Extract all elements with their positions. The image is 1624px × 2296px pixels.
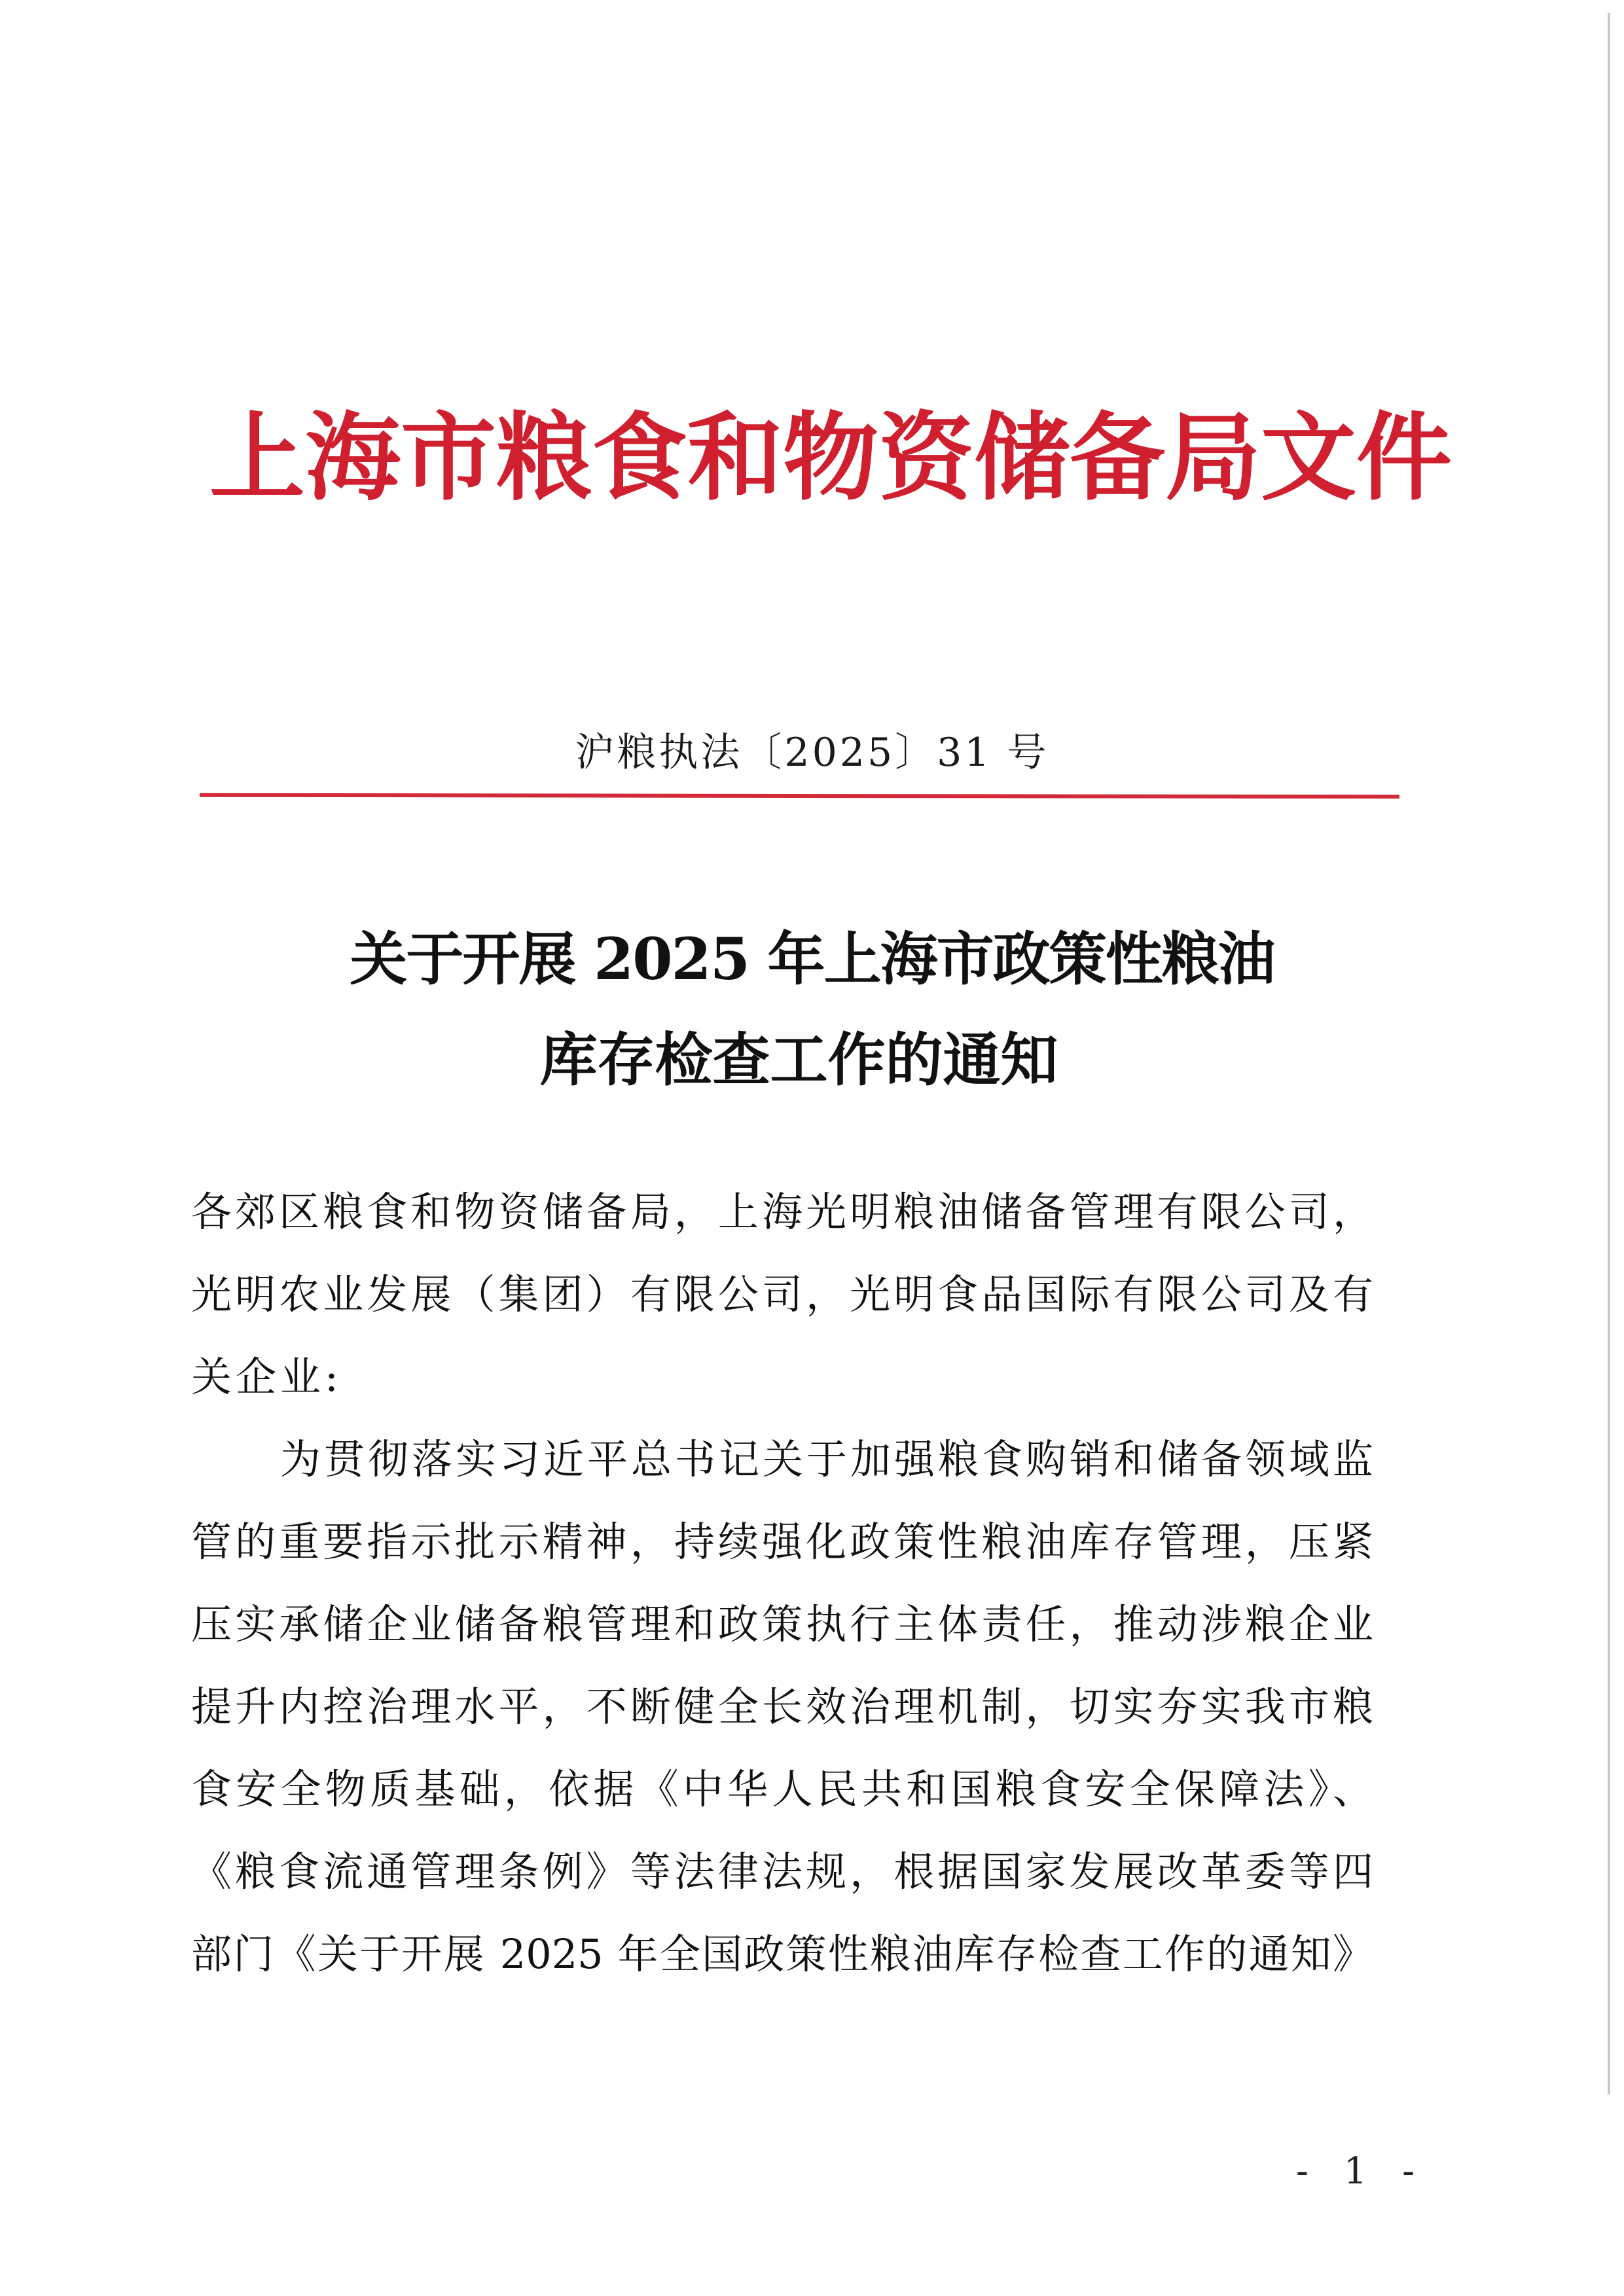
body-line: 部门《关于开展 2025 年全国政策性粮油库存检查工作的通知》	[191, 1930, 1373, 1978]
body-line: 各郊区粮食和物资储备局，上海光明粮油储备管理有限公司，	[191, 1188, 1373, 1236]
body-line: 食安全物质基础，依据《中华人民共和国粮食安全保障法》、	[191, 1765, 1373, 1813]
document-title-line-1: 关于开展 2025 年上海市政策性粮油	[350, 925, 1274, 993]
document-number: 沪粮执法〔2025〕31 号	[575, 730, 1049, 776]
document-title-line-2: 库存检查工作的通知	[539, 1026, 1058, 1094]
body-line: 关企业:	[191, 1353, 342, 1401]
body-line: 压实承储企业储备粮管理和政策执行主体责任，推动涉粮企业	[191, 1600, 1373, 1648]
body-line: 为贯彻落实习近平总书记关于加强粮食购销和储备领域监	[280, 1435, 1373, 1483]
body-line: 光明农业发展（集团）有限公司，光明食品国际有限公司及有	[191, 1270, 1373, 1318]
body-line: 《粮食流通管理条例》等法律法规，根据国家发展改革委等四	[191, 1848, 1373, 1895]
body-line: 提升内控治理水平，不断健全长效治理机制，切实夯实我市粮	[191, 1683, 1373, 1731]
document-body	[191, 1186, 1373, 2011]
body-line: 管的重要指示批示精神，持续强化政策性粮油库存管理，压紧	[191, 1518, 1373, 1566]
page-number: - 1 -	[1296, 2150, 1427, 2193]
issuer-heading: 上海市粮食和物资储备局文件	[209, 402, 1452, 514]
red-divider	[200, 793, 1399, 799]
